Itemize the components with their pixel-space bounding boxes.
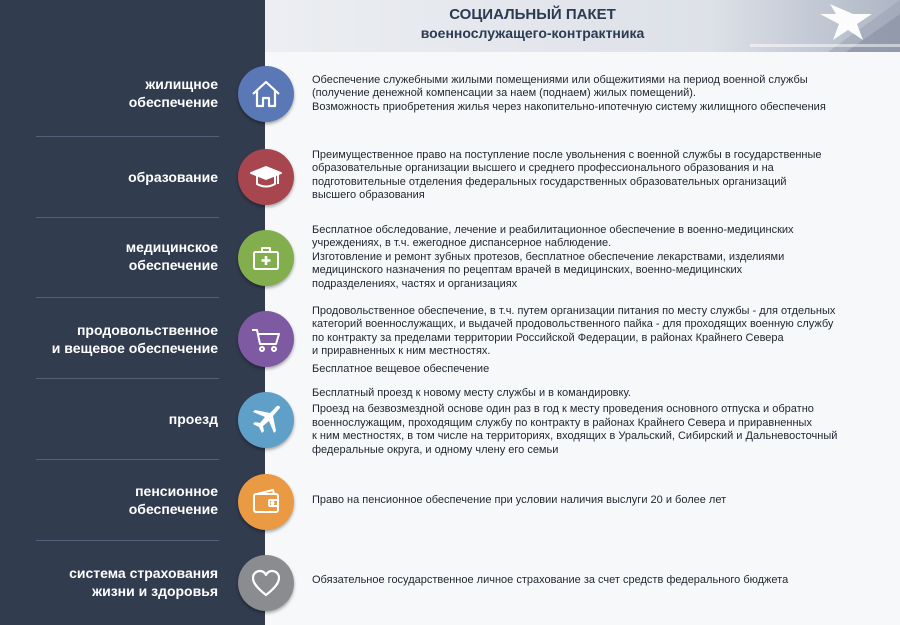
description-line: (получение денежной компенсации за наем (поднаем) жилых помещений). xyxy=(312,87,696,100)
benefit-description xyxy=(312,149,882,203)
description-line: военнослужащим, проходящим службу по контракту в районах Крайнего Севера и приравненных xyxy=(312,416,812,429)
airplane-icon xyxy=(249,403,283,437)
supply-icon-badge xyxy=(238,311,294,367)
description-line: учреждениях, в т.ч. ежегодное диспансерное наблюдение. xyxy=(312,237,612,250)
benefit-label xyxy=(18,321,218,357)
benefit-label-line: обеспечение xyxy=(128,501,218,517)
benefit-row-medical xyxy=(0,218,900,298)
benefit-row-pension xyxy=(0,460,900,540)
graduation-cap-icon xyxy=(249,160,283,194)
page-subtitle: военнослужащего-контрактника xyxy=(420,25,645,41)
description-line: образовательные организации высшего и среднего профессионального образования и на xyxy=(312,162,774,175)
housing-icon-badge xyxy=(238,66,294,122)
description-line: Бесплатное обследование, лечение и реабилитационное обеспечение в военно-медицинских xyxy=(312,224,794,236)
description-line: Бесплатное вещевое обеспечение xyxy=(312,362,490,375)
description-line: Бесплатный проезд к новому месту службы и в командировку. xyxy=(312,387,631,399)
description-line: Проезд на безвозмездной основе один раз в год к месту проведения основного отпуска и обратно xyxy=(312,403,814,416)
page-title: СОЦИАЛЬНЫЙ ПАКЕТ xyxy=(449,6,616,23)
insurance-icon-badge xyxy=(238,555,294,611)
benefit-description xyxy=(312,494,882,507)
first-aid-kit-icon xyxy=(249,241,283,275)
description-line: Возможность приобретения жилья через накопительно-ипотечную систему жилищного обеспечения xyxy=(312,100,826,113)
benefit-label-line: продовольственное xyxy=(76,322,218,338)
benefit-label xyxy=(18,482,218,518)
benefit-label xyxy=(18,564,218,600)
benefit-label xyxy=(18,238,218,274)
description-line: к ним местностях, в том числе на территориях, входящих в Уральский, Сибирский и Дальневосточный xyxy=(312,430,838,443)
benefit-label-line: жилищное xyxy=(145,76,218,92)
description-line: Преимущественное право на поступление после увольнения с военной службы в государственные xyxy=(312,149,822,161)
benefit-label-line: и вещевое обеспечение xyxy=(51,340,218,356)
description-line: по контракту за пределами территории Российской Федерации, в районах Крайнего Севера xyxy=(312,331,784,344)
benefit-label-line: обеспечение xyxy=(128,94,218,110)
benefit-label xyxy=(18,410,218,428)
description-line: Изготовление и ремонт зубных протезов, бесплатное обеспечение лекарствами, изделиями xyxy=(312,250,785,263)
benefit-label-line: система страхования xyxy=(69,565,218,581)
description-line: медицинского назначения по рецептам врачей в медицинских, военно-медицинских xyxy=(312,264,743,277)
benefit-description xyxy=(312,224,882,291)
benefit-row-education xyxy=(0,137,900,217)
benefit-label-line: жизни и здоровья xyxy=(92,583,218,599)
benefit-label-line: медицинское xyxy=(125,239,218,255)
benefit-row-travel xyxy=(0,379,900,459)
description-line: федеральные округа, и одному члену его семьи xyxy=(312,443,559,456)
benefit-description xyxy=(312,74,882,114)
benefit-row-housing xyxy=(0,52,900,134)
description-line: высшего образования xyxy=(312,189,425,202)
education-icon-badge xyxy=(238,149,294,205)
benefit-row-insurance xyxy=(0,541,900,625)
shopping-cart-icon xyxy=(249,322,283,356)
description-line: категорий военнослужащих, и выдачей продовольственного пайка - для проходящих военную службу xyxy=(312,318,834,331)
wallet-icon xyxy=(249,485,283,519)
benefit-description xyxy=(312,574,882,587)
heart-icon xyxy=(249,566,283,600)
description-line: и приравненных к ним местностях. xyxy=(312,345,491,358)
benefit-label xyxy=(18,168,218,186)
benefit-row-supply xyxy=(0,298,900,378)
house-icon xyxy=(249,77,283,111)
description-line: подготовительные отделения федеральных государственных образовательных организаций xyxy=(312,175,787,188)
description-line: Обеспечение служебными жилыми помещениями или общежитиями на период военной службы xyxy=(312,74,808,86)
description-line: Право на пенсионное обеспечение при условии наличия выслуги 20 и более лет xyxy=(312,494,727,506)
benefit-label-line: обеспечение xyxy=(128,257,218,273)
benefit-label-line: образование xyxy=(128,169,218,185)
benefit-description xyxy=(312,305,882,376)
benefit-description xyxy=(312,387,882,457)
page-header xyxy=(265,0,900,52)
description-line: Продовольственное обеспечение, в т.ч. путем организации питания по месту службы - для отдельных xyxy=(312,305,836,317)
benefit-label-line: пенсионное xyxy=(135,483,218,499)
description-line: подразделениях, частях и организациях xyxy=(312,277,518,290)
medical-icon-badge xyxy=(238,230,294,286)
description-line: Обязательное государственное личное страхование за счет средств федерального бюджета xyxy=(312,574,789,586)
army-star-emblem-icon xyxy=(750,0,900,52)
benefit-label xyxy=(18,75,218,111)
pension-icon-badge xyxy=(238,474,294,530)
travel-icon-badge xyxy=(238,392,294,448)
benefit-label-line: проезд xyxy=(168,411,218,427)
